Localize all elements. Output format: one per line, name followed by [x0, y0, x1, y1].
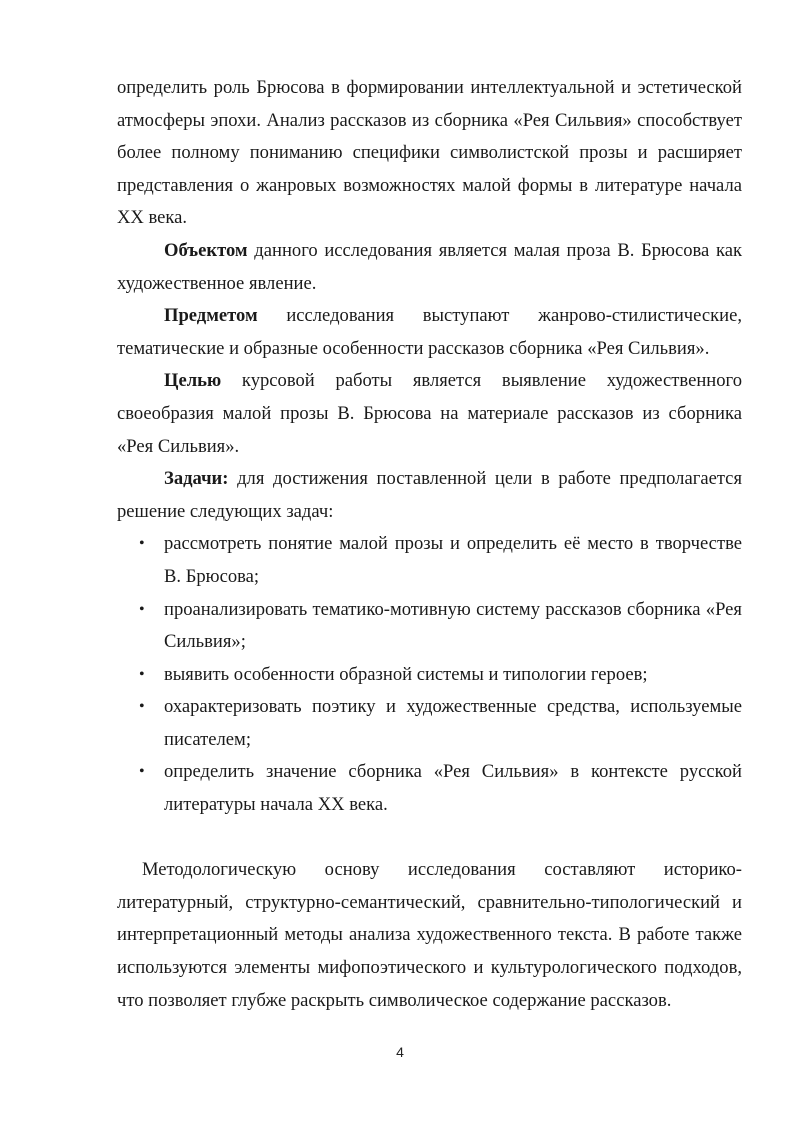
task-text: охарактеризовать поэтику и художественные средства, используемые писателем; — [164, 696, 742, 750]
tasks-label: Задачи: — [164, 468, 229, 490]
subject-paragraph — [117, 300, 742, 365]
bullet-icon: • — [139, 665, 145, 683]
subject-text: исследования выступают жанрово-стилистические, тематические и образные особенности рассказов сборника «Рея Сильвия». — [117, 305, 742, 359]
page-number: 4 — [396, 1044, 404, 1060]
paragraph-gap — [117, 822, 742, 855]
goal-text: курсовой работы является выявление художественного своеобразия малой прозы В. Брюсова на материале рассказов из сборника «Рея Сильвия». — [117, 370, 742, 457]
list-item — [139, 691, 742, 756]
tasks-list — [117, 528, 742, 821]
list-item — [139, 528, 742, 593]
task-text: проанализировать тематико-мотивную систему рассказов сборника «Рея Сильвия»; — [164, 598, 742, 653]
methodology-paragraph: Методологическую основу исследования составляют историко-литературный, структурно-семантический, сравнительно-типологический и интерпретационный методы анализа художественного текста. В работе также используются элементы мифопоэтического и культурологического подходов, что позволяет глубже раскрыть символическое содержание рассказов. — [117, 859, 742, 1011]
bullet-icon: • — [139, 600, 145, 618]
list-item — [139, 756, 742, 821]
list-item — [139, 594, 742, 659]
document-page — [117, 72, 742, 1017]
object-text: данного исследования является малая проза В. Брюсова как художественное явление. — [117, 239, 742, 294]
list-item — [139, 659, 742, 692]
tasks-paragraph — [117, 463, 742, 528]
object-label: Объектом — [164, 239, 248, 261]
intro-continuation-paragraph: определить роль Брюсова в формировании интеллектуальной и эстетической атмосферы эпохи. Анализ рассказов из сборника «Рея Сильвия» способствует более полному пониманию специфики символистской прозы и расширяет представления о жанровых возможностях малой формы в литературе начала XX века. — [117, 77, 742, 229]
bullet-icon: • — [139, 763, 145, 781]
goal-paragraph — [117, 365, 742, 463]
bullet-icon: • — [139, 535, 145, 553]
tasks-text: для достижения поставленной цели в работе предполагается решение следующих задач: — [117, 468, 742, 522]
task-text: рассмотреть понятие малой прозы и определить её место в творчестве В. Брюсова; — [164, 533, 742, 587]
task-text: выявить особенности образной системы и типологии героев; — [164, 663, 648, 685]
bullet-icon: • — [139, 698, 145, 716]
task-text: определить значение сборника «Рея Сильвия» в контексте русской литературы начала XX века. — [164, 761, 742, 816]
goal-label: Целью — [164, 370, 222, 392]
object-paragraph — [117, 235, 742, 300]
subject-label: Предметом — [164, 305, 258, 327]
